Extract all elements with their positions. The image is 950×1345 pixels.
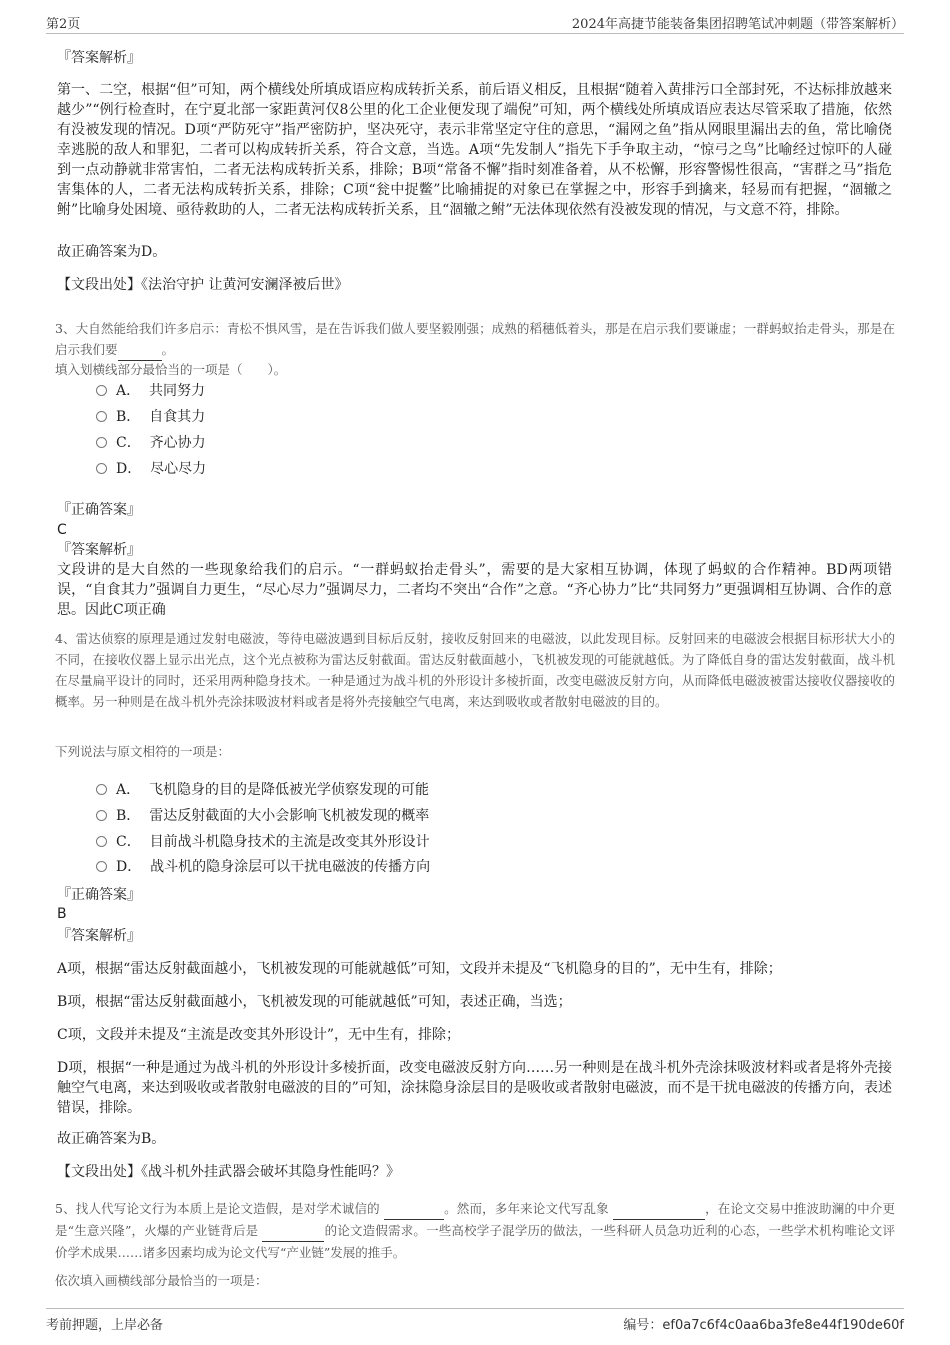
q3-analysis-label: 『答案解析』 — [57, 542, 141, 558]
q3-option-b[interactable]: B． 自食其力 — [96, 407, 205, 427]
q4-conclusion: 故正确答案为B。 — [57, 1131, 166, 1147]
q3-stem: 3、大自然能给我们许多启示：青松不惧风雪，是在告诉我们做人要坚毅刚强；成熟的稻穗低着头，那是在启示我们要谦虚；一群蚂蚁抬走骨头，那是在启示我们要 。 — [55, 318, 895, 361]
document-id: 编号：ef0a7c6f4c0aa6ba3fe8e44f190de60f — [623, 1318, 904, 1333]
q4-answer-label: 『正确答案』 — [57, 887, 141, 903]
q4-analysis-a: A项，根据“雷达反射截面越小，飞机被发现的可能就越低”可知，文段并未提及“飞机隐身的目的”，无中生有，排除； — [57, 961, 782, 977]
footer-slogan: 考前押题，上岸必备 — [46, 1318, 164, 1333]
radio-icon[interactable] — [96, 810, 107, 821]
q5-blank-3 — [262, 1220, 324, 1242]
radio-icon[interactable] — [96, 385, 107, 396]
q5-stem: 5、找人代写论文行为本质上是论文造假，是对学术诚信的 。然而，多年来论文代写乱象 ，在论文交易中推波助澜的中介更是“生意兴隆”，火爆的产业链背后是 的论文造假需求。一些高校学子混学历的做法，一些科研人员急功近利的心态，一些学术机构唯论文评价学术成果……诸多因素均成为论文代写“产业链”发展的推手。 — [55, 1198, 895, 1263]
page-header — [46, 13, 904, 34]
q2-analysis-label: 『答案解析』 — [57, 50, 141, 66]
q4-option-d[interactable]: D． 战斗机的隐身涂层可以干扰电磁波的传播方向 — [96, 857, 430, 877]
source-title: 《战斗机外挂武器会破坏其隐身性能吗？》 — [141, 1164, 400, 1180]
page-footer — [46, 1308, 904, 1331]
radio-icon[interactable] — [96, 784, 107, 795]
q3-instruction: 填入划横线部分最恰当的一项是（ ）。 — [55, 362, 287, 377]
document-title: 2024年高捷节能装备集团招聘笔试冲刺题（带答案解析） — [571, 17, 904, 32]
page-number: 第2页 — [46, 17, 81, 32]
q4-analysis-c: C项，文段并未提及“主流是改变其外形设计”，无中生有，排除； — [57, 1027, 461, 1043]
q5-instruction: 依次填入画横线部分最恰当的一项是： — [55, 1273, 268, 1288]
q3-blank — [118, 339, 162, 361]
q3-option-d[interactable]: D． 尽心尽力 — [96, 459, 206, 479]
q4-analysis-d: D项，根据“一种是通过为战斗机的外形设计多棱折面，改变电磁波反射方向……另一种则是在战斗机外壳涂抹吸波材料或者是将外壳接触空气电离，来达到吸收或者散射电磁波的目的”可知，涂抹隐身涂层目的是吸收或者散射电磁波，而不是干扰电磁波的传播方向，表述错误，排除。 — [57, 1060, 892, 1116]
q2-analysis: 第一、二空，根据“但”可知，两个横线处所填成语应构成转折关系，前后语义相反，且根据“随着入黄排污口全部封死，不达标排放越来越少”“例行检查时，在宁夏北部一家距黄河仅8公里的化工企业便发现了端倪”可知，两个横线处所填成语应表达尽管采取了措施，依然有没被发现的情况。D项“严防死守”指严密防护，坚决死守，表示非常坚定守住的意思，“漏网之鱼”指从网眼里漏出去的鱼，常比喻侥幸逃脱的敌人和罪犯，二者可以构成转折关系，符合文意，当选。A项“先发制人”指先下手争取主动，“惊弓之鸟”比喻经过惊吓的人碰到一点动静就非常害怕，二者无法构成转折关系，排除；B项“常备不懈”指时刻准备着，从不松懈，形容警惕性很高，“害群之马”指危害集体的人，二者无法构成转折关系，排除；C项“瓮中捉鳖”比喻捕捉的对象已在掌握之中，形容手到擒来，轻易而有把握，“涸辙之鲋”比喻身处困境、亟待救助的人，二者无法构成转折关系，且“涸辙之鲋”无法体现依然有没被发现的情况，与文意不符，排除。 — [57, 82, 892, 218]
q4-analysis-b: B项，根据“雷达反射截面越小，飞机被发现的可能就越低”可知，表述正确，当选； — [57, 994, 572, 1010]
source-label: 【文段出处】 — [57, 1164, 141, 1180]
radio-icon[interactable] — [96, 463, 107, 474]
radio-icon[interactable] — [96, 411, 107, 422]
q3-answer: C — [57, 522, 67, 538]
source-label: 【文段出处】 — [57, 277, 141, 293]
q3-option-a[interactable]: A． 共同努力 — [96, 381, 205, 401]
q4-source — [57, 1162, 892, 1182]
q4-stem: 4、雷达侦察的原理是通过发射电磁波，等待电磁波遇到目标后反射，接收反射回来的电磁波，以此发现目标。反射回来的电磁波会根据目标形状大小的不同，在接收仪器上显示出光点，这个光点被称为雷达反射截面。雷达反射截面越小，飞机被发现的可能就越低。为了降低自身的雷达发射截面，战斗机在尽量扁平设计的同时，还采用两种隐身技术。一种是通过为战斗机的外形设计多棱折面，改变电磁波反射方向，从而降低电磁波被雷达接收仪器接收的概率。另一种则是在战斗机外壳涂抹吸波材料或者是将外壳接触空气电离，来达到吸收或者散射电磁波的目的。 — [55, 631, 895, 709]
q4-analysis-label: 『答案解析』 — [57, 928, 141, 944]
radio-icon[interactable] — [96, 861, 107, 872]
q3-answer-label: 『正确答案』 — [57, 502, 141, 518]
q2-source — [57, 275, 892, 295]
radio-icon[interactable] — [96, 437, 107, 448]
q5-blank-1 — [384, 1198, 444, 1220]
q3-option-c[interactable]: C． 齐心协力 — [96, 433, 206, 453]
source-title: 《法治守护 让黄河安澜泽被后世》 — [141, 277, 349, 293]
q2-conclusion: 故正确答案为D。 — [57, 244, 167, 260]
q4-instruction: 下列说法与原文相符的一项是： — [55, 744, 231, 759]
q4-option-c[interactable]: C． 目前战斗机隐身技术的主流是改变其外形设计 — [96, 832, 430, 852]
q5-blank-2 — [613, 1198, 705, 1220]
q3-analysis: 文段讲的是大自然的一些现象给我们的启示。“一群蚂蚁抬走骨头”，需要的是大家相互协调，体现了蚂蚁的合作精神。BD两项错误，“自食其力”强调自力更生，“尽心尽力”强调尽力，二者均不突出“合作”之意。“齐心协力”比“共同努力”更强调相互协调、合作的意思。因此C项正确 — [57, 562, 892, 618]
radio-icon[interactable] — [96, 836, 107, 847]
q4-option-a[interactable]: A． 飞机隐身的目的是降低被光学侦察发现的可能 — [96, 780, 429, 800]
q4-answer: B — [57, 906, 67, 922]
q4-option-b[interactable]: B． 雷达反射截面的大小会影响飞机被发现的概率 — [96, 806, 429, 826]
